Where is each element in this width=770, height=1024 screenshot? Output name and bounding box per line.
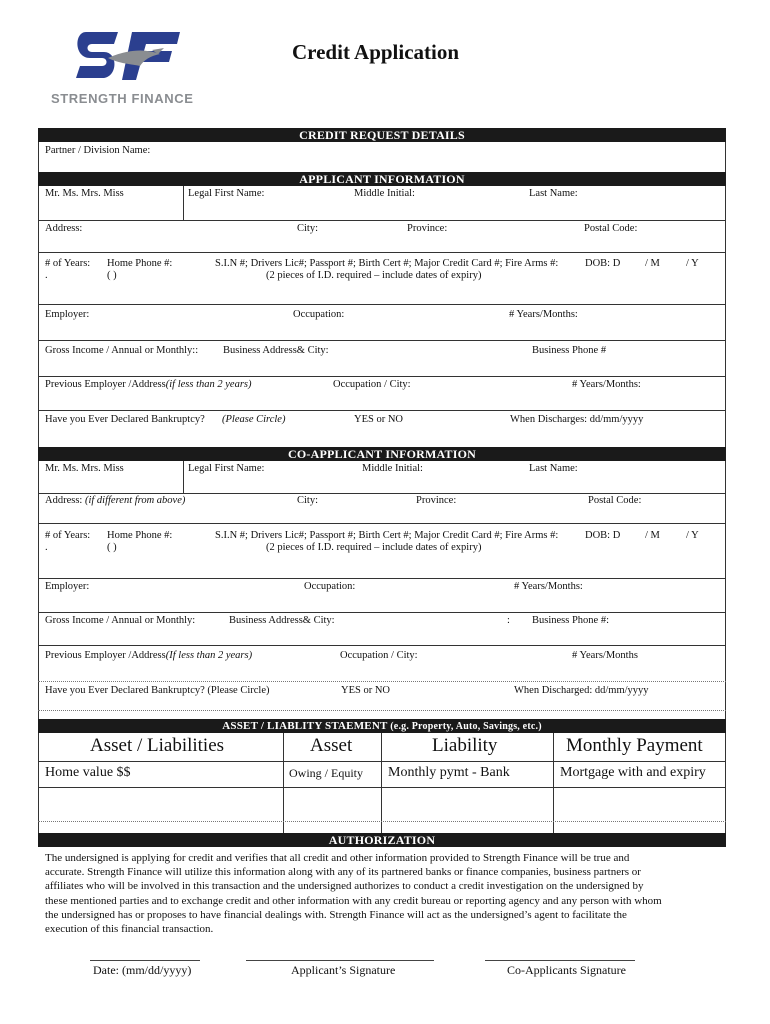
colon-mark: : xyxy=(507,615,510,626)
authorization-line: The undersigned is applying for credit and verifies that all credit and other information provided to Strength Finance will be true and xyxy=(45,852,630,864)
coapplicant-city-field[interactable]: City: xyxy=(297,495,319,506)
applicant-discharge-field[interactable]: When Discharges: dd/mm/yyyy xyxy=(510,414,644,425)
address-label: Address: xyxy=(45,495,83,506)
applicant-occupation-city-field[interactable]: Occupation / City: xyxy=(333,379,411,390)
coapplicant-address-field[interactable] xyxy=(45,495,185,507)
address-note: (if different from above) xyxy=(84,495,186,506)
applicant-postal-field[interactable]: Postal Code: xyxy=(584,223,638,234)
applicant-middle-initial-field[interactable]: Middle Initial: xyxy=(354,188,415,199)
authorization-text xyxy=(45,851,725,936)
asset-liability-header xyxy=(38,719,726,733)
row-line xyxy=(38,612,726,613)
row-line xyxy=(38,252,726,253)
applicant-years-months2-field[interactable]: # Years/Months: xyxy=(572,379,641,390)
date-label: Date: (mm/dd/yyyy) xyxy=(93,963,192,977)
coapplicant-province-field[interactable]: Province: xyxy=(416,495,457,506)
row-line xyxy=(38,220,726,221)
coapplicant-occupation-field[interactable]: Occupation: xyxy=(304,581,356,592)
applicant-salutation[interactable]: Mr. Ms. Mrs. Miss xyxy=(45,188,124,199)
coapplicant-business-phone-field[interactable]: Business Phone #: xyxy=(532,615,610,626)
partner-label: Partner / Division Name: xyxy=(45,145,151,156)
row-line xyxy=(38,376,726,377)
coapplicant-dob-year[interactable]: / Y xyxy=(686,530,699,541)
applicant-prev-employer-field[interactable] xyxy=(45,379,252,391)
row-line xyxy=(38,578,726,579)
applicant-last-name-field[interactable]: Last Name: xyxy=(529,188,578,199)
coapplicant-bankruptcy-yes-no[interactable]: YES or NO xyxy=(341,685,390,696)
coapplicant-middle-initial-field[interactable]: Middle Initial: xyxy=(362,463,423,474)
dot-mark: . xyxy=(45,542,48,553)
prev-employer-label: Previous Employer /Address xyxy=(45,379,166,390)
partner-field[interactable] xyxy=(200,143,720,169)
date-signature-line[interactable] xyxy=(90,960,200,961)
applicant-gross-income-field[interactable]: Gross Income / Annual or Monthly:: xyxy=(45,345,199,356)
id-note: (2 pieces of I.D. required – include dates of expiry) xyxy=(266,542,482,553)
applicant-business-phone-field[interactable]: Business Phone # xyxy=(532,345,607,356)
coapplicant-postal-field[interactable]: Postal Code: xyxy=(588,495,642,506)
phone-parens: ( ) xyxy=(107,542,117,553)
authorization-line: affiliates who will be involved in this transaction and the undersigned authorizes to conduct a credit investigation on the undersigned by xyxy=(45,880,644,893)
col-asset-liabilities: Asset / Liabilities xyxy=(90,735,225,756)
coapplicant-gross-income-field[interactable]: Gross Income / Annual or Monthly: xyxy=(45,615,196,626)
applicant-years-months-field[interactable]: # Years/Months: xyxy=(509,309,578,320)
applicant-home-phone-field[interactable]: Home Phone #: xyxy=(107,258,173,269)
brand-name: STRENGTH FINANCE xyxy=(51,91,194,106)
coapplicant-signature-line[interactable] xyxy=(485,960,635,961)
coapplicant-years-months2-field[interactable]: # Years/Months xyxy=(572,650,638,661)
prev-employer-note: (If less than 2 years) xyxy=(165,650,253,661)
prev-employer-label: Previous Employer /Address xyxy=(45,650,166,661)
applicant-signature-label: Applicant’s Signature xyxy=(291,963,396,977)
applicant-city-field[interactable]: City: xyxy=(297,223,319,234)
phone-parens: ( ) xyxy=(107,270,117,281)
applicant-bankruptcy-label: Have you Ever Declared Bankruptcy? xyxy=(45,414,205,425)
applicant-bankruptcy-yes-no[interactable]: YES or NO xyxy=(354,414,403,425)
applicant-province-field[interactable]: Province: xyxy=(407,223,448,234)
asset-row-2[interactable] xyxy=(40,789,724,819)
row-line xyxy=(38,761,726,762)
row-line xyxy=(38,410,726,411)
coapplicant-bankruptcy-label: Have you Ever Declared Bankruptcy? (Please Circle) xyxy=(45,685,270,696)
applicant-years-field[interactable]: # of Years: xyxy=(45,258,91,269)
credit-request-header: CREDIT REQUEST DETAILS xyxy=(38,128,726,142)
id-note: (2 pieces of I.D. required – include dates of expiry) xyxy=(266,270,482,281)
coapplicant-discharge-field[interactable]: When Discharged: dd/mm/yyyy xyxy=(514,685,649,696)
row-line xyxy=(38,645,726,646)
col-liability: Liability xyxy=(432,735,498,756)
applicant-dob-month[interactable]: / M xyxy=(645,258,660,269)
authorization-line: these mentioned parties and to exchange credit and other information with any credit bureau or reporting agency and any person with whom xyxy=(45,894,662,907)
prev-employer-note: (if less than 2 years) xyxy=(165,379,252,390)
divider xyxy=(183,461,184,493)
authorization-header: AUTHORIZATION xyxy=(38,833,726,847)
row-dotted-line xyxy=(38,681,726,682)
applicant-first-name-field[interactable]: Legal First Name: xyxy=(188,188,265,199)
applicant-business-address-field[interactable]: Business Address& City: xyxy=(223,345,329,356)
asset-mortgage-field[interactable]: Mortgage with and expiry xyxy=(560,765,706,780)
coapplicant-id-field[interactable]: S.I.N #; Drivers Lic#; Passport #; Birth Cert #; Major Credit Card #; Fire Arms #: xyxy=(215,530,559,541)
coapplicant-prev-employer-field[interactable] xyxy=(45,650,252,662)
col-asset: Asset xyxy=(310,735,353,756)
coapplicant-last-name-field[interactable]: Last Name: xyxy=(529,463,578,474)
coapplicant-dob-month[interactable]: / M xyxy=(645,530,660,541)
row-line xyxy=(38,787,726,788)
coapplicant-first-name-field[interactable]: Legal First Name: xyxy=(188,463,265,474)
row-line xyxy=(38,493,726,494)
applicant-id-field[interactable]: S.I.N #; Drivers Lic#; Passport #; Birth Cert #; Major Credit Card #; Fire Arms #: xyxy=(215,258,559,269)
authorization-line: accurate. Strength Finance will utilize this information along with any of its partnered banks or finance companies, business partners or xyxy=(45,866,641,879)
coapplicant-salutation[interactable]: Mr. Ms. Mrs. Miss xyxy=(45,463,124,474)
coapplicant-header: CO-APPLICANT INFORMATION xyxy=(38,447,726,461)
asset-header-note: (e.g. Property, Auto, Savings, etc.) xyxy=(390,721,542,732)
please-circle-note: (Please Circle) xyxy=(222,414,286,425)
applicant-address-field[interactable]: Address: xyxy=(45,223,83,234)
coapplicant-years-field[interactable]: # of Years: xyxy=(45,530,91,541)
asset-owing-equity-field[interactable]: Owing / Equity xyxy=(289,766,363,780)
applicant-employer-field[interactable]: Employer: xyxy=(45,309,90,320)
row-dotted-line xyxy=(38,710,726,711)
row-line xyxy=(38,340,726,341)
coapplicant-dob-day[interactable]: DOB: D xyxy=(585,530,621,541)
coapplicant-occupation-city-field[interactable]: Occupation / City: xyxy=(340,650,418,661)
coapplicant-signature-label: Co-Applicants Signature xyxy=(507,963,626,977)
asset-monthly-pymt-field[interactable]: Monthly pymt - Bank xyxy=(388,765,510,780)
applicant-dob-year[interactable]: / Y xyxy=(686,258,699,269)
coapplicant-employer-field[interactable]: Employer: xyxy=(45,581,90,592)
page-title: Credit Application xyxy=(292,40,460,64)
row-dotted-line xyxy=(38,821,726,822)
authorization-line: execution of this financial transaction. xyxy=(45,923,214,936)
divider xyxy=(183,186,184,220)
applicant-dob-day[interactable]: DOB: D xyxy=(585,258,621,269)
coapplicant-home-phone-field[interactable]: Home Phone #: xyxy=(107,530,173,541)
coapplicant-business-address-field[interactable]: Business Address& City: xyxy=(229,615,335,626)
company-logo xyxy=(48,28,213,110)
col-monthly-payment: Monthly Payment xyxy=(566,735,703,756)
row-line xyxy=(38,304,726,305)
applicant-occupation-field[interactable]: Occupation: xyxy=(293,309,345,320)
row-line xyxy=(38,523,726,524)
dot-mark: . xyxy=(45,270,48,281)
authorization-line: the undersigned has or proposes to have financial dealings with. Strength Finance will act as the undersigned’s agent to facilitate the xyxy=(45,908,627,921)
asset-home-value-field[interactable]: Home value $$ xyxy=(45,765,131,780)
applicant-header: APPLICANT INFORMATION xyxy=(38,172,726,186)
coapplicant-years-months-field[interactable]: # Years/Months: xyxy=(514,581,583,592)
asset-header-label: ASSET / LIABLITY STAEMENT xyxy=(222,720,388,732)
applicant-signature-line[interactable] xyxy=(246,960,434,961)
